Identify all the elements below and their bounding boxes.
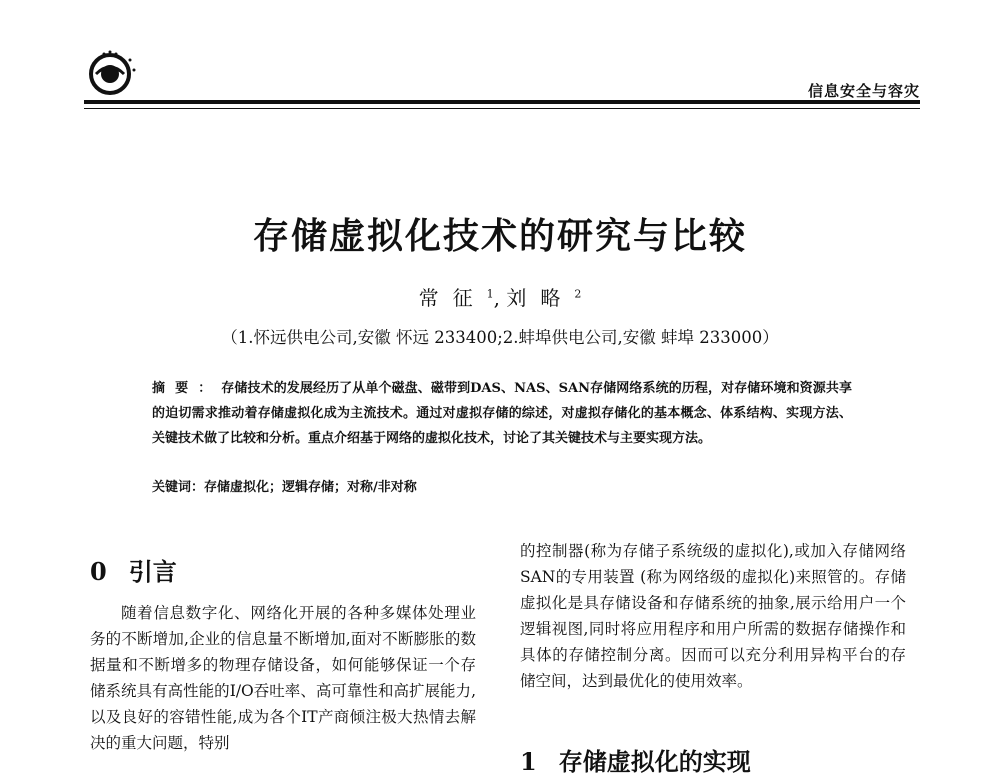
journal-section-tag: 信息安全与容灾 (807, 82, 920, 100)
abstract (152, 376, 852, 451)
abstract-label: 摘要： (152, 381, 222, 396)
header-rule-thin (84, 108, 920, 109)
affiliations: （1.怀远供电公司,安徽 怀远 233400;2.蚌埠供电公司,安徽 蚌埠 233000） (221, 328, 779, 347)
section-0-number: 0 (90, 557, 107, 586)
keywords-label: 关键词： (152, 480, 205, 495)
author-line (0, 282, 1000, 311)
author-1: 常征 (418, 286, 487, 310)
article-title: 存储虚拟化技术的研究与比较 (252, 215, 747, 257)
author-separator: , (493, 286, 500, 310)
keywords-text: 存储虚拟化；逻辑存储；对称/非对称 (204, 480, 417, 495)
section-1-number: 1 (520, 747, 537, 776)
section-1-title: 存储虚拟化的实现 (558, 747, 751, 776)
right-column-paragraph: 的控制器(称为存储子系统级的虚拟化),或加入存储网络SAN的专用装置 (称为网络级的虚拟化)来照管的。存储虚拟化是具存储设备和存储系统的抽象,展示给用户一个逻辑视图,同时将应用程序和用户所需的数据存储操作和具体的存储控制分离。因而可以充分利用异构平台的存储空间，达到最优化的使用效率。 (520, 542, 906, 690)
author-2-affil-mark: 2 (574, 287, 582, 301)
keywords (152, 476, 852, 500)
abstract-text: 存储技术的发展经历了从单个磁盘、磁带到DAS、NAS、SAN存储网络系统的历程，对存储环境和资源共享的迫切需求推动着存储虚拟化成为主流技术。通过对虚拟存储的综述，对虚拟存储化的基本概念、体系结构、实现方法、关键技术做了比较和分析。重点介绍基于网络的虚拟化技术，讨论了其关键技术与主要实现方法。 (152, 381, 852, 446)
author-1-affil-mark: 1 (486, 287, 494, 301)
section-0-heading (90, 552, 177, 587)
header-rule-thick (84, 100, 920, 104)
journal-logo-icon (84, 46, 140, 98)
author-2: 刘略 (506, 286, 575, 310)
left-column (90, 600, 476, 756)
intro-paragraph: 随着信息数字化、网络化开展的各种多媒体处理业务的不断增加,企业的信息量不断增加,面对不断膨胀的数据量和不断增多的物理存储设备，如何能够保证一个存储系统具有高性能的I/O吞吐率、高可靠性和高扩展能力,以及良好的容错性能,成为各个IT产商倾注极大热情去解决的重大问题，特别 (90, 604, 476, 752)
right-column (520, 538, 906, 694)
section-0-title: 引言 (128, 557, 177, 586)
